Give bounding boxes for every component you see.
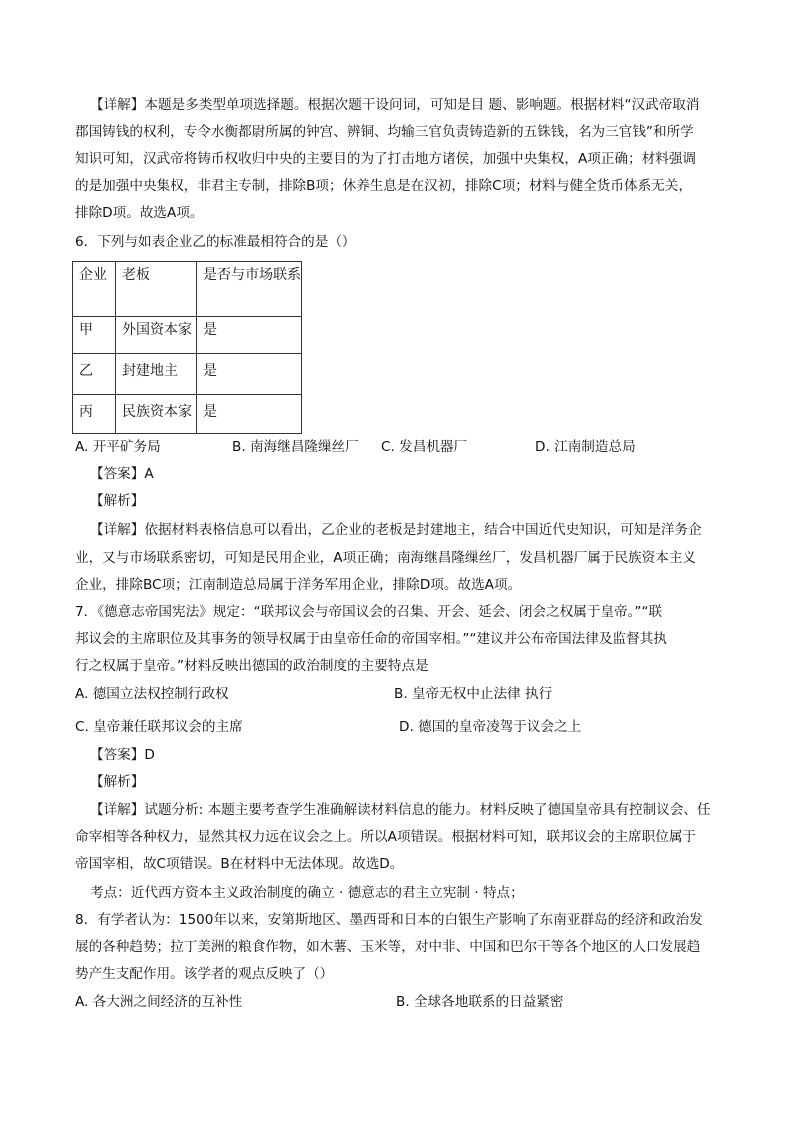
q7-stem-line-1: 7．《德意志帝国宪法》规定：“联邦议会与帝国议会的召集、开会、延会、闭会之权属于皇帝。”“联 [75, 604, 663, 620]
q5-detail-line-4: 的是加强中央集权，非君主专制，排除B项；休养生息是在汉初，排除C项；材料与健全货币体系无关， [75, 178, 692, 194]
q6-stem: 6．下列与如表企业乙的标准最相符合的是（） [75, 234, 356, 250]
q6-answer: 【答案】A [90, 466, 154, 482]
q7-detail-line-3: 帝国宰相，故C项错误。B在材料中无法体现。故选D。 [75, 856, 404, 872]
table-cell: 是 [197, 395, 302, 434]
q6-option-d: D. 江南制造总局 [535, 439, 636, 455]
table-cell: 丙 [73, 395, 116, 434]
q7-note: 考点：近代西方资本主义政治制度的确立 · 德意志的君主立宪制 · 特点； [90, 885, 524, 901]
q7-option-a: A. 德国立法权控制行政权 [75, 686, 229, 702]
table-cell: 外国资本家 [116, 317, 197, 354]
table-cell: 是 [197, 317, 302, 354]
table-row [73, 354, 302, 395]
q7-answer: 【答案】D [90, 747, 155, 763]
q8-stem-line-1: 8．有学者认为：1500年以来，安第斯地区、墨西哥和日本的白银生产影响了东南亚群岛的经济和政治发 [75, 912, 703, 928]
q8-option-b: B. 全球各地联系的日益紧密 [396, 994, 564, 1010]
table-header-cell: 企业 [73, 262, 116, 317]
q5-detail-line-2: 郡国铸钱的权利，专令水衡都尉所属的钟宫、辨铜、均输三官负责铸造新的五铢钱，名为三官钱”和所学 [75, 124, 694, 140]
q6-option-b: B. 南海继昌隆缫丝厂 [232, 439, 359, 455]
q7-stem-line-2: 邦议会的主席职位及其事务的领导权属于由皇帝任命的帝国宰相。”“建议并公布帝国法律及监督其执 [75, 631, 667, 647]
q6-detail-line-1: 【详解】依据材料表格信息可以看出，乙企业的老板是封建地主，结合中国近代史知识，可知是洋务企 [90, 522, 702, 538]
table-row [73, 317, 302, 354]
table-header-row [73, 262, 302, 317]
table-header-cell: 老板 [116, 262, 197, 317]
q8-stem-line-3: 势产生支配作用。该学者的观点反映了（） [75, 966, 334, 982]
table-cell: 是 [197, 354, 302, 395]
q8-stem-line-2: 展的各种趋势；拉丁美洲的粮食作物，如木薯、玉米等，对中非、中国和巴尔干等各个地区的人口发展趋 [75, 939, 701, 955]
q5-detail-line-3: 知识可知，汉武帝将铸币权收归中央的主要目的为了打击地方诸侯，加强中央集权，A项正确；材料强调 [75, 151, 697, 167]
q7-detail-line-1: 【详解】试题分析: 本题主要考查学生准确解读材料信息的能力。材料反映了德国皇帝具有控制议会、任 [90, 802, 711, 818]
q7-analysis-label: 【解析】 [90, 774, 145, 790]
q5-detail-line-1: 【详解】本题是多类型单项选择题。根据次题干设问词，可知是目 题、影响题。根据材料“汉武帝取消 [90, 97, 700, 113]
q6-option-c: C. 发昌机器厂 [381, 439, 468, 455]
q7-stem-line-3: 行之权属于皇帝。”材料反映出德国的政治制度的主要特点是 [75, 658, 429, 674]
q6-detail-line-2: 业，又与市场联系密切，可知是民用企业，A项正确；南海继昌隆缫丝厂，发昌机器厂属于民族资本主义 [75, 550, 697, 566]
table-cell: 民族资本家 [116, 395, 197, 434]
table-cell: 甲 [73, 317, 116, 354]
table-cell: 封建地主 [116, 354, 197, 395]
q6-detail-line-3: 企业，排除BC项；江南制造总局属于洋务军用企业，排除D项。故选A项。 [75, 577, 522, 593]
table-cell: 乙 [73, 354, 116, 395]
q8-option-a: A. 各大洲之间经济的互补性 [75, 994, 243, 1010]
q6-option-a: A. 开平矿务局 [75, 439, 161, 455]
table-row [73, 395, 302, 434]
q7-option-d: D. 德国的皇帝凌驾于议会之上 [399, 719, 582, 735]
q6-analysis-label: 【解析】 [90, 493, 145, 509]
q7-detail-line-2: 命宰相等各种权力，显然其权力远在议会之上。所以A项错误。根据材料可知，联邦议会的主席职位属于 [75, 829, 697, 845]
q7-option-b: B. 皇帝无权中止法律 执行 [394, 686, 553, 702]
q5-detail-line-5: 排除D项。故选A项。 [75, 205, 204, 221]
enterprise-table [72, 261, 302, 434]
table-header-cell: 是否与市场联系 [197, 262, 302, 317]
q7-option-c: C. 皇帝兼任联邦议会的主席 [75, 719, 243, 735]
